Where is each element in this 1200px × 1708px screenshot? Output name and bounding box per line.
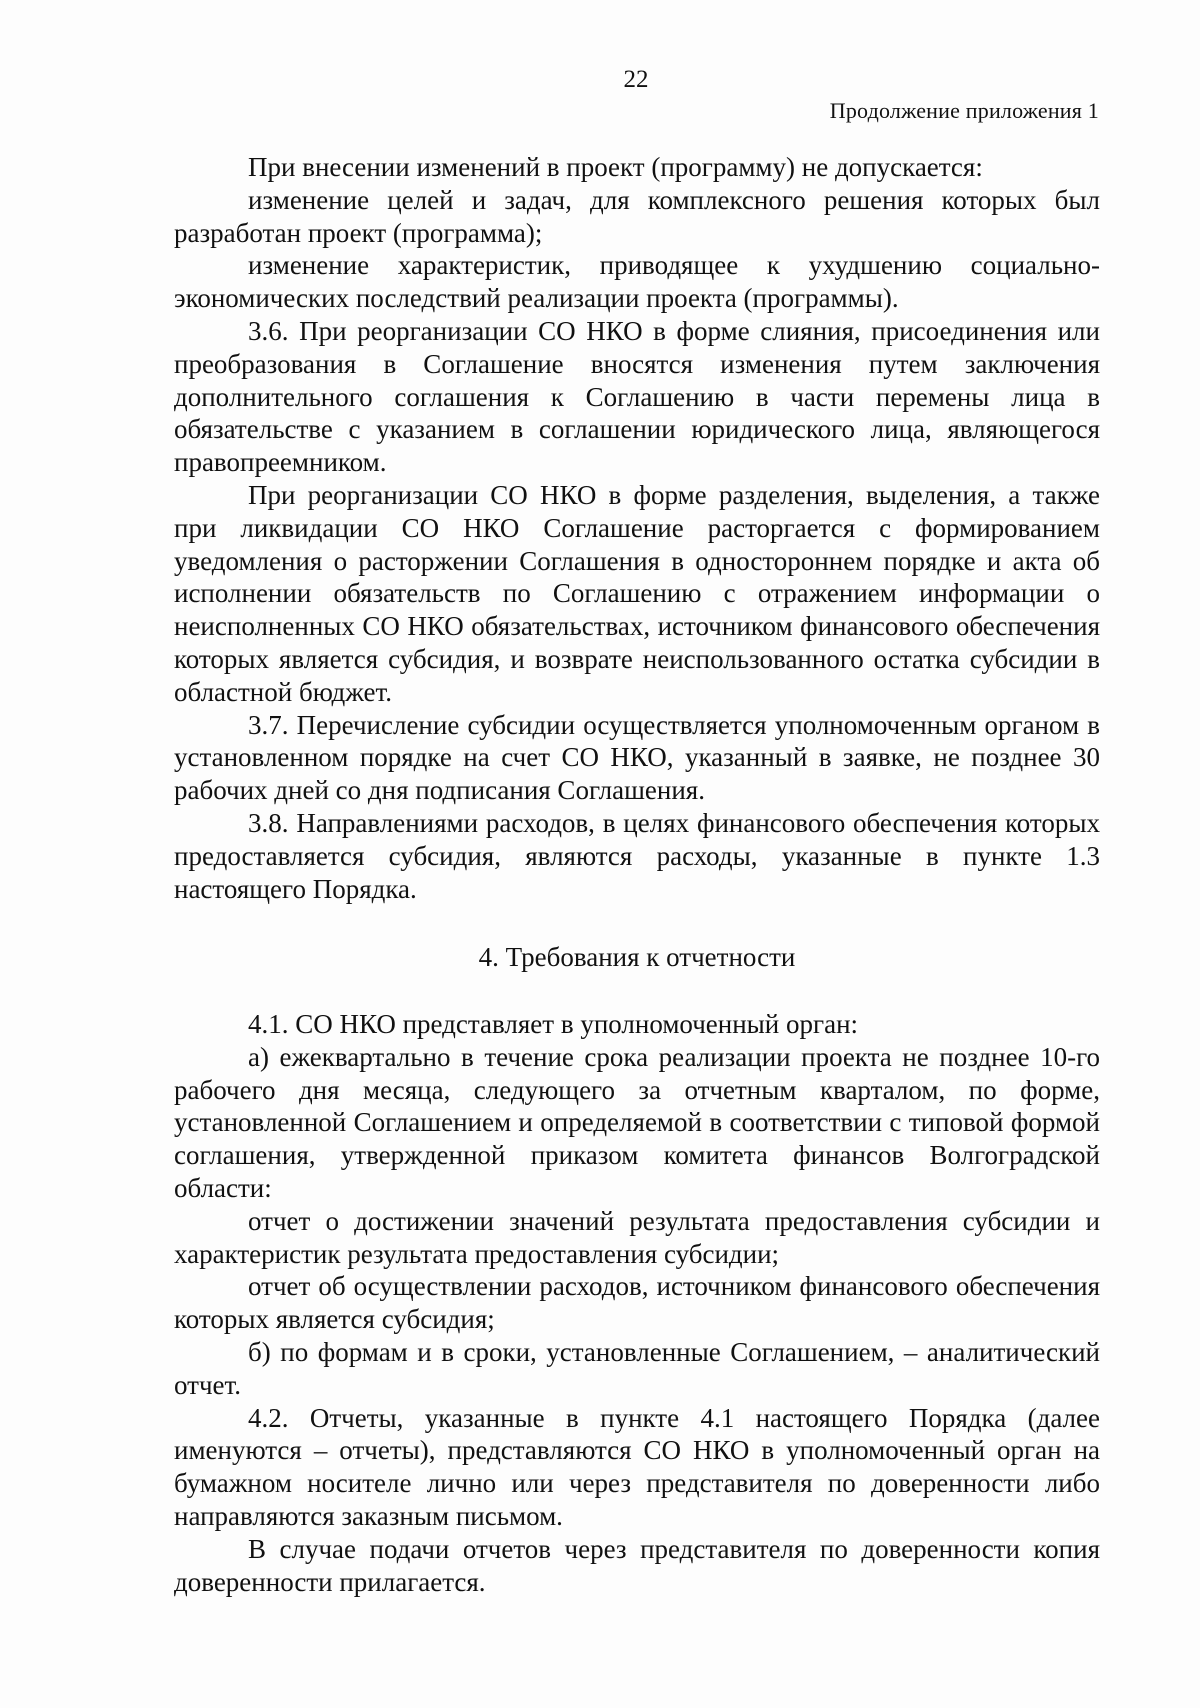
paragraph: При внесении изменений в проект (программу) не допускается: xyxy=(248,152,983,182)
paragraph: В случае подачи отчетов через представителя по доверенности копия доверенности прилагается. xyxy=(174,1533,1100,1597)
body-text-top xyxy=(174,151,1100,905)
paragraph: 4.2. Отчеты, указанные в пункте 4.1 настоящего Порядка (далее именуются – отчеты), представляются СО НКО в уполномоченный орган на бумажном носителе лично или через представителя по доверенности либо направляются заказным письмом. xyxy=(174,1402,1100,1531)
paragraph: изменение целей и задач, для комплексного решения которых был разработан проект (программа); xyxy=(174,184,1100,248)
paragraph: 3.7. Перечисление субсидии осуществляется уполномоченным органом в установленном порядке на счет СО НКО, указанный в заявке, не позднее 30 рабочих дней со дня подписания Соглашения. xyxy=(174,709,1100,806)
paragraph: отчет об осуществлении расходов, источником финансового обеспечения которых является субсидия; xyxy=(174,1271,1100,1335)
body-text-bottom xyxy=(174,1008,1100,1598)
page-number: 22 xyxy=(623,66,649,93)
section-title: 4. Требования к отчетности xyxy=(478,942,796,972)
paragraph: При реорганизации СО НКО в форме разделения, выделения, а также при ликвидации СО НКО Соглашение расторгается с формированием уведомления о расторжении Соглашения в одностороннем порядке и акта об исполнении обязательств по Соглашению с отражением информации о неисполненных СО НКО обязательствах, источником финансового обеспечения которых является субсидия, и возврате неиспользованного остатка субсидии в областной бюджет. xyxy=(174,479,1100,707)
paragraph: б) по формам и в сроки, установленные Соглашением, – аналитический отчет. xyxy=(174,1336,1100,1400)
paragraph: а) ежеквартально в течение срока реализации проекта не позднее 10-го рабочего дня месяца, следующего за отчетным кварталом, по форме, установленной Соглашением и определяемой в соответствии с типовой формой соглашения, утвержденной приказом комитета финансов Волгоградской области: xyxy=(174,1041,1100,1203)
paragraph: 3.6. При реорганизации СО НКО в форме слияния, присоединения или преобразования в Соглашение вносятся изменения путем заключения дополнительного соглашения к Соглашению в части перемены лица в обязательстве с указанием в соглашении юридического лица, являющегося правопреемником. xyxy=(174,315,1100,478)
paragraph: 4.1. СО НКО представляет в уполномоченный орган: xyxy=(248,1009,859,1039)
paragraph: 3.8. Направлениями расходов, в целях финансового обеспечения которых предоставляется субсидия, являются расходы, указанные в пункте 1.3 настоящего Порядка. xyxy=(174,807,1100,904)
paragraph: изменение характеристик, приводящее к ухудшению социально-экономических последствий реализации проекта (программы). xyxy=(174,250,1100,314)
paragraph: отчет о достижении значений результата предоставления субсидии и характеристик результата предоставления субсидии; xyxy=(174,1205,1100,1269)
page-header-note: Продолжение приложения 1 xyxy=(829,98,1099,123)
